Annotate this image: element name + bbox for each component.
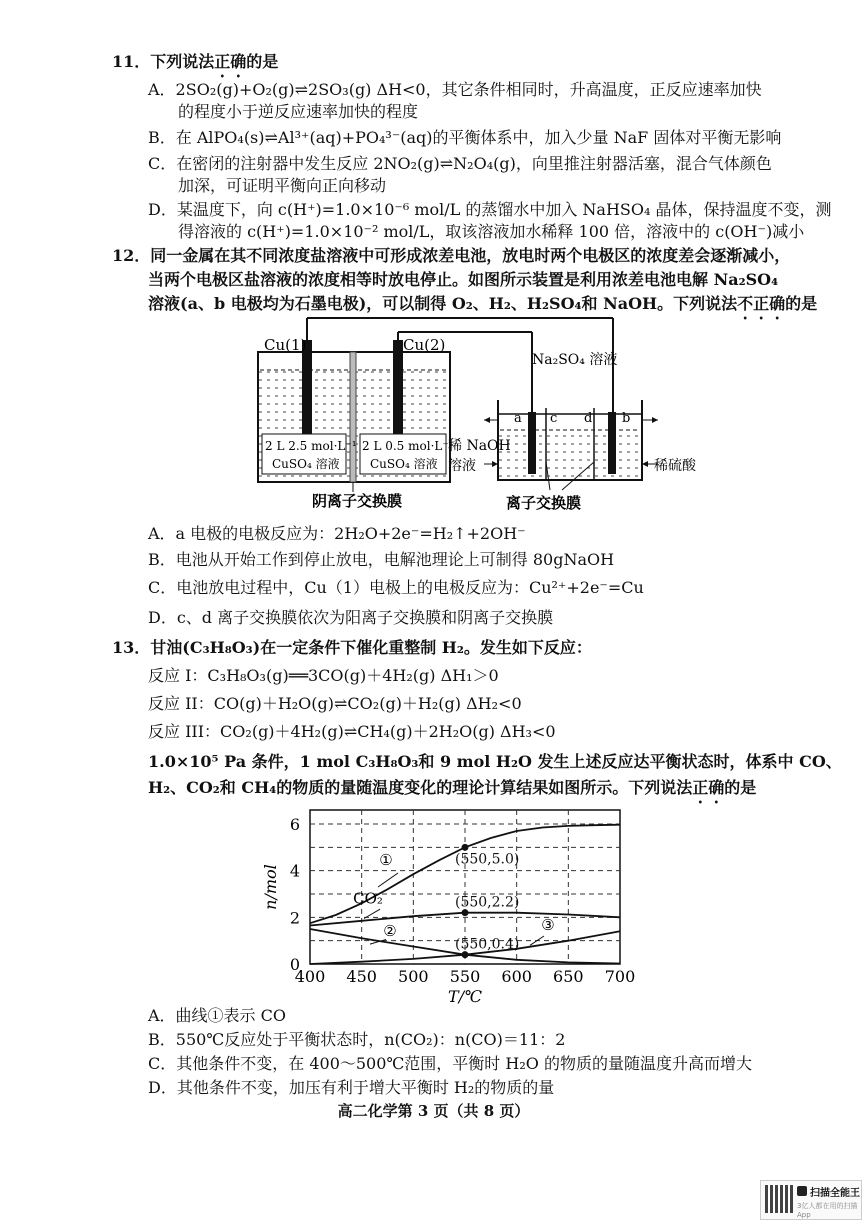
right-solution-name: CuSO₄ 溶液 — [370, 457, 438, 471]
na2so4-label: Na₂SO₄ 溶液 — [532, 352, 618, 368]
scanner-watermark — [760, 1180, 862, 1220]
anion-membrane-bar — [350, 352, 356, 482]
q12-stem-3: 溶液(a、b 电极均为石墨电极)，可以制得 O₂、H₂、H₂SO₄和 NaOH。下列说法不正确的是 — [148, 294, 818, 313]
data-point-label: (550,0.4) — [455, 936, 520, 953]
q11-option-d: D．某温度下，向 c(H⁺)=1.0×10⁻⁶ mol/L 的蒸馏水中加入 NaHSO₄ 晶体，保持温度不变，测 — [148, 200, 832, 219]
q12-stem-2: 当两个电极区盐溶液的浓度相等时放电停止。如图所示装置是利用浓差电池电解 Na₂SO₄ — [148, 270, 779, 289]
label-a: a — [514, 411, 522, 426]
electrode-b — [608, 412, 616, 474]
left-solution-name: CuSO₄ 溶液 — [272, 457, 340, 471]
electrode-a — [528, 412, 536, 474]
curve-label: ② — [383, 922, 397, 940]
scanner-title: 扫描全能王 — [810, 1188, 860, 1199]
label-c: c — [550, 411, 558, 426]
q13-stem: 13．甘油(C₃H₈O₃)在一定条件下催化重整制 H₂。发生如下反应： — [112, 638, 592, 657]
page-footer: 高二化学第 3 页（共 8 页） — [337, 1102, 530, 1120]
q12-stem: 12．同一金属在其不同浓度盐溶液中可形成浓差电池，放电时两个电极区的浓度差会逐渐减小， — [112, 246, 791, 265]
right-solution-conc: 2 L 0.5 mol·L⁻¹ — [362, 439, 454, 453]
q13-stem-3: H₂、CO₂和 CH₄的物质的量随温度变化的理论计算结果如图所示。下列说法正确的是 — [148, 778, 757, 797]
y-tick-label: 6 — [289, 815, 300, 834]
cu1-label: Cu(1) — [264, 336, 307, 354]
cu1-electrode — [302, 340, 312, 440]
q12-option-c: C．电池放电过程中，Cu（1）电极上的电极反应为：Cu²⁺+2e⁻=Cu — [148, 578, 644, 597]
data-point-label: (550,2.2) — [455, 894, 520, 911]
x-tick-label: 400 — [294, 967, 326, 986]
qr-code-icon — [765, 1185, 793, 1213]
reaction-2: 反应 II：CO(g)＋H₂O(g)⇌CO₂(g)＋H₂(g) ΔH₂<0 — [148, 694, 522, 713]
reaction-3: 反应 III：CO₂(g)＋4H₂(g)⇌CH₄(g)＋2H₂O(g) ΔH₃<0 — [148, 722, 556, 741]
x-tick-label: 550 — [449, 967, 481, 986]
data-point — [462, 844, 469, 851]
x-axis-label: T/℃ — [448, 987, 482, 1006]
q11-stem: 11．下列说法正确的是 — [112, 52, 279, 71]
x-tick-label: 650 — [553, 967, 584, 986]
q11-option-c: C．在密闭的注射器中发生反应 2NO₂(g)⇌N₂O₄(g)，向里推注射器活塞，混合气体颜色 — [148, 154, 772, 173]
naoh-label-2: 溶液 — [448, 458, 476, 474]
cu2-electrode — [393, 340, 403, 440]
q13-option-b: B．550℃反应处于平衡状态时，n(CO₂)：n(CO)＝11：2 — [148, 1030, 566, 1049]
curve-label: ③ — [541, 916, 555, 935]
naoh-label: 稀 NaOH — [448, 438, 511, 454]
label-d: d — [584, 411, 593, 426]
y-tick-label: 2 — [289, 908, 300, 928]
x-tick-label: 450 — [346, 967, 377, 986]
y-axis-label: n/mol — [261, 864, 280, 910]
y-tick-label: 4 — [289, 861, 300, 881]
electrochem-diagram — [250, 312, 696, 522]
x-tick-label: 500 — [398, 967, 429, 986]
q11-option-c-cont: 加深，可证明平衡向正向移动 — [178, 176, 387, 195]
curve-label: CO₂ — [353, 889, 383, 908]
reaction-1: 反应 I：C₃H₈O₃(g)══3CO(g)＋4H₂(g) ΔH₁＞0 — [148, 666, 499, 685]
curve-label: ① — [379, 850, 393, 869]
q12-option-b: B．电池从开始工作到停止放电，电解池理论上可制得 80gNaOH — [148, 550, 615, 569]
q13-option-c: C．其他条件不变，在 400～500℃范围，平衡时 H₂O 的物质的量随温度升高而增大 — [148, 1054, 752, 1073]
q13-option-a: A．曲线①表示 CO — [148, 1006, 287, 1025]
q12-option-a: A．a 电极的电极反应为：2H₂O+2e⁻=H₂↑+2OH⁻ — [148, 524, 526, 543]
y-tick-label: 0 — [289, 955, 300, 974]
data-point-label: (550,5.0) — [455, 851, 520, 868]
x-tick-label: 600 — [501, 967, 532, 986]
anion-membrane-label: 阴离子交换膜 — [312, 492, 403, 510]
q11-option-b: B．在 AlPO₄(s)⇌Al³⁺(aq)+PO₄³⁻(aq)的平衡体系中，加入少量 NaF 固体对平衡无影响 — [148, 128, 782, 147]
scanner-subtitle: 3亿人都在用的扫描App — [797, 1202, 858, 1219]
x-tick-label: 700 — [604, 967, 636, 986]
ion-membrane-label: 离子交换膜 — [506, 494, 582, 512]
cu2-label: Cu(2) — [403, 336, 446, 354]
q11-option-a-cont: 的程度小于逆反应速率加快的程度 — [178, 102, 419, 121]
q11-option-a: A．2SO₂(g)+O₂(g)⇌2SO₃(g) ΔH<0，其它条件相同时，升高温度，正反应速率加快 — [148, 80, 762, 99]
left-solution-conc: 2 L 2.5 mol·L⁻¹ — [265, 439, 357, 453]
q11-option-d-cont: 得溶液的 c(H⁺)=1.0×10⁻² mol/L，取该溶液加水稀释 100 倍，溶液中的 c(OH⁻)减小 — [178, 222, 805, 241]
q12-option-d: D．c、d 离子交换膜依次为阳离子交换膜和阴离子交换膜 — [148, 608, 554, 627]
scanner-logo-icon — [797, 1186, 807, 1196]
label-b: b — [622, 411, 631, 426]
q13-option-d: D．其他条件不变，加压有利于增大平衡时 H₂的物质的量 — [148, 1078, 555, 1097]
q13-stem-2: 1.0×10⁵ Pa 条件，1 mol C₃H₈O₃和 9 mol H₂O 发生上述反应达平衡状态时，体系中 CO、 — [148, 752, 842, 771]
equilibrium-chart — [260, 800, 640, 1010]
h2so4-label: 稀硫酸 — [654, 458, 696, 474]
